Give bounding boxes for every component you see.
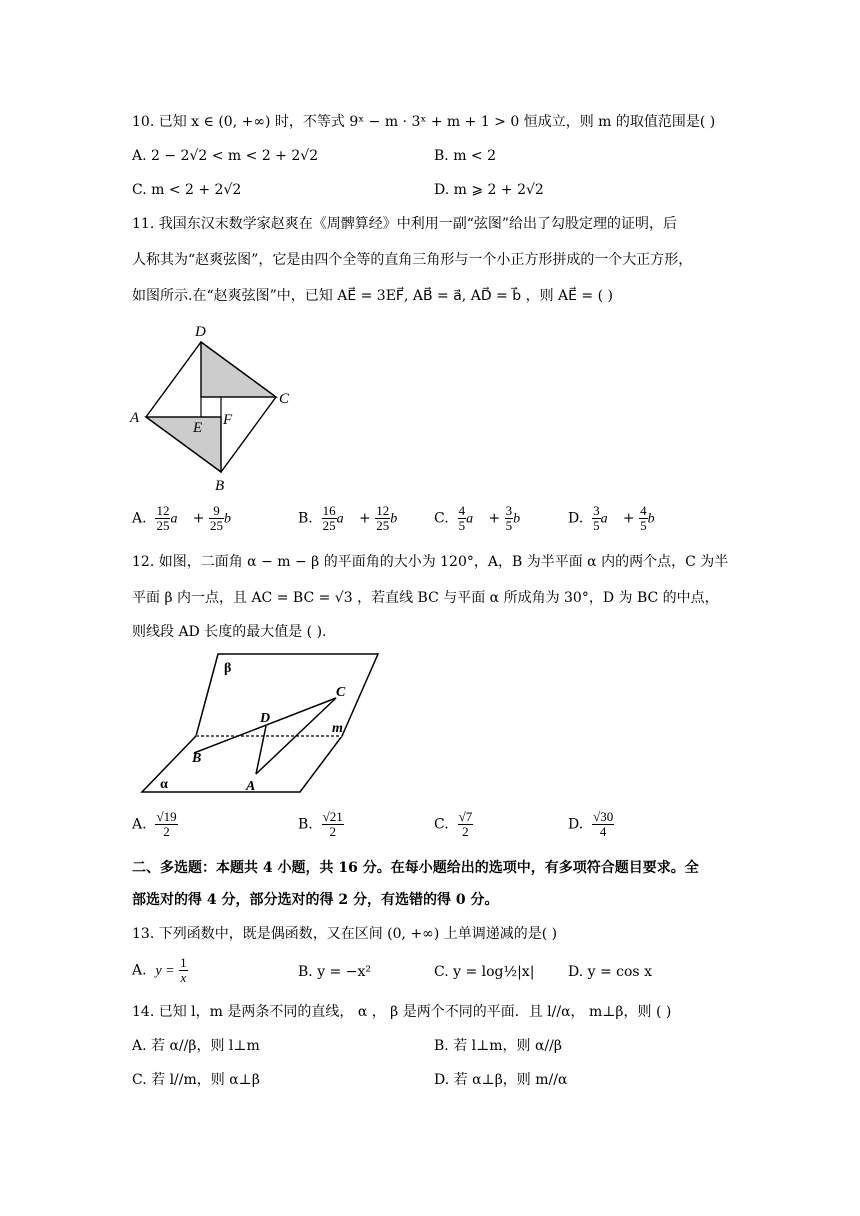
- label-beta: β: [224, 661, 232, 676]
- q13-stem: 13. 下列函数中，既是偶函数，又在区间 (0, +∞) 上单调递减的是( ): [132, 926, 558, 942]
- label-c: C: [279, 391, 290, 407]
- label-f: F: [223, 412, 233, 428]
- q11-line-2: 人称其为“赵爽弦图”，它是由四个全等的直角三角形与一个小正方形拼成的一个大正方形，: [132, 252, 693, 268]
- section-2-line-1: 二、多选题：本题共 4 小题，共 16 分。在每小题给出的选项中，有多项符合题目要求。全: [132, 860, 699, 876]
- q11-option-a: A. $\frac{12}{25}$ a⃗ + $\frac{9}{25}$ b⃗: [132, 503, 242, 533]
- q11-line-1: 11. 我国东汉末数学家赵爽在《周髀算经》中利用一副“弦图”给出了勾股定理的证明，后: [132, 216, 678, 232]
- q10-option-c: C. m < 2 + 2√2: [132, 182, 242, 198]
- q10-stem: 10. 已知 x ∈ (0, +∞) 时，不等式 9ˣ − m · 3ˣ + m + 1 > 0 恒成立，则 m 的取值范围是( ): [132, 114, 716, 130]
- label-d: D: [195, 324, 206, 340]
- q13-option-d: D. y = cos x: [568, 964, 652, 980]
- plane-alpha: [142, 736, 342, 792]
- dihedral-angle-diagram: [130, 648, 390, 798]
- q14-option-b: B. 若 l⊥m，则 α//β: [434, 1038, 562, 1054]
- q11-option-b: B. $\frac{16}{25}$ a⃗ + $\frac{12}{25}$ b⃗: [298, 503, 409, 533]
- label-e: E: [193, 420, 203, 436]
- q13-option-c: C. y = log½|x|: [434, 964, 535, 980]
- label-m: m: [332, 721, 343, 736]
- section-2-line-2: 部选对的得 4 分，部分选对的得 2 分，有选错的得 0 分。: [132, 892, 499, 908]
- q12-option-a: A. $\frac{√19}{2}$: [132, 809, 177, 839]
- q14-option-c: C. 若 l//m，则 α⊥β: [132, 1072, 260, 1088]
- label-d: D: [260, 711, 271, 726]
- q12-option-b: B. $\frac{√21}{2}$: [298, 809, 343, 839]
- q10-option-d: D. m ⩾ 2 + 2√2: [434, 182, 544, 198]
- label-b: B: [192, 751, 202, 766]
- q11-option-d: D. $\frac{3}{5}$ a⃗ + $\frac{4}{5}$ b⃗: [568, 503, 666, 533]
- q12-line-1: 12. 如图，二面角 α − m − β 的平面角的大小为 120°，A，B 为半平面 α 内的两个点，C 为半: [132, 554, 729, 570]
- q13-option-a: A. y = $\frac{1}{x}$: [132, 955, 187, 985]
- q10-option-a: A. 2 − 2√2 < m < 2 + 2√2: [132, 148, 319, 164]
- zhao-shuang-diagram: [125, 318, 305, 498]
- q14-stem: 14. 已知 l，m 是两条不同的直线， α ， β 是两个不同的平面．且 l//α， m⊥β，则 ( ): [132, 1004, 672, 1020]
- q11-option-c: C. $\frac{4}{5}$ a⃗ + $\frac{3}{5}$ b⃗: [434, 503, 531, 533]
- q12-option-d: D. $\frac{√30}{4}$: [568, 809, 614, 839]
- q13-option-b: B. y = −x²: [298, 964, 371, 980]
- q10-option-b: B. m < 2: [434, 148, 497, 164]
- label-c: C: [336, 685, 346, 700]
- q12-line-3: 则线段 AD 长度的最大值是 ( ).: [132, 624, 327, 640]
- q14-option-d: D. 若 α⊥β，则 m//α: [434, 1072, 568, 1088]
- label-b: B: [215, 478, 225, 494]
- label-a: A: [246, 779, 256, 794]
- label-alpha: α: [160, 777, 168, 792]
- q14-option-a: A. 若 α//β，则 l⊥m: [132, 1038, 260, 1054]
- q12-option-c: C. $\frac{√7}{2}$: [434, 809, 473, 839]
- q12-line-2: 平面 β 内一点，且 AC = BC = √3 ，若直线 BC 与平面 α 所成角为 30°，D 为 BC 的中点，: [132, 590, 719, 606]
- label-a: A: [130, 410, 140, 426]
- q11-line-3: 如图所示.在“赵爽弦图”中，已知 AE⃗ = 3EF⃗, AB⃗ = a⃗, AD⃗ = b⃗ ，则 AE⃗ = ( ): [132, 288, 613, 304]
